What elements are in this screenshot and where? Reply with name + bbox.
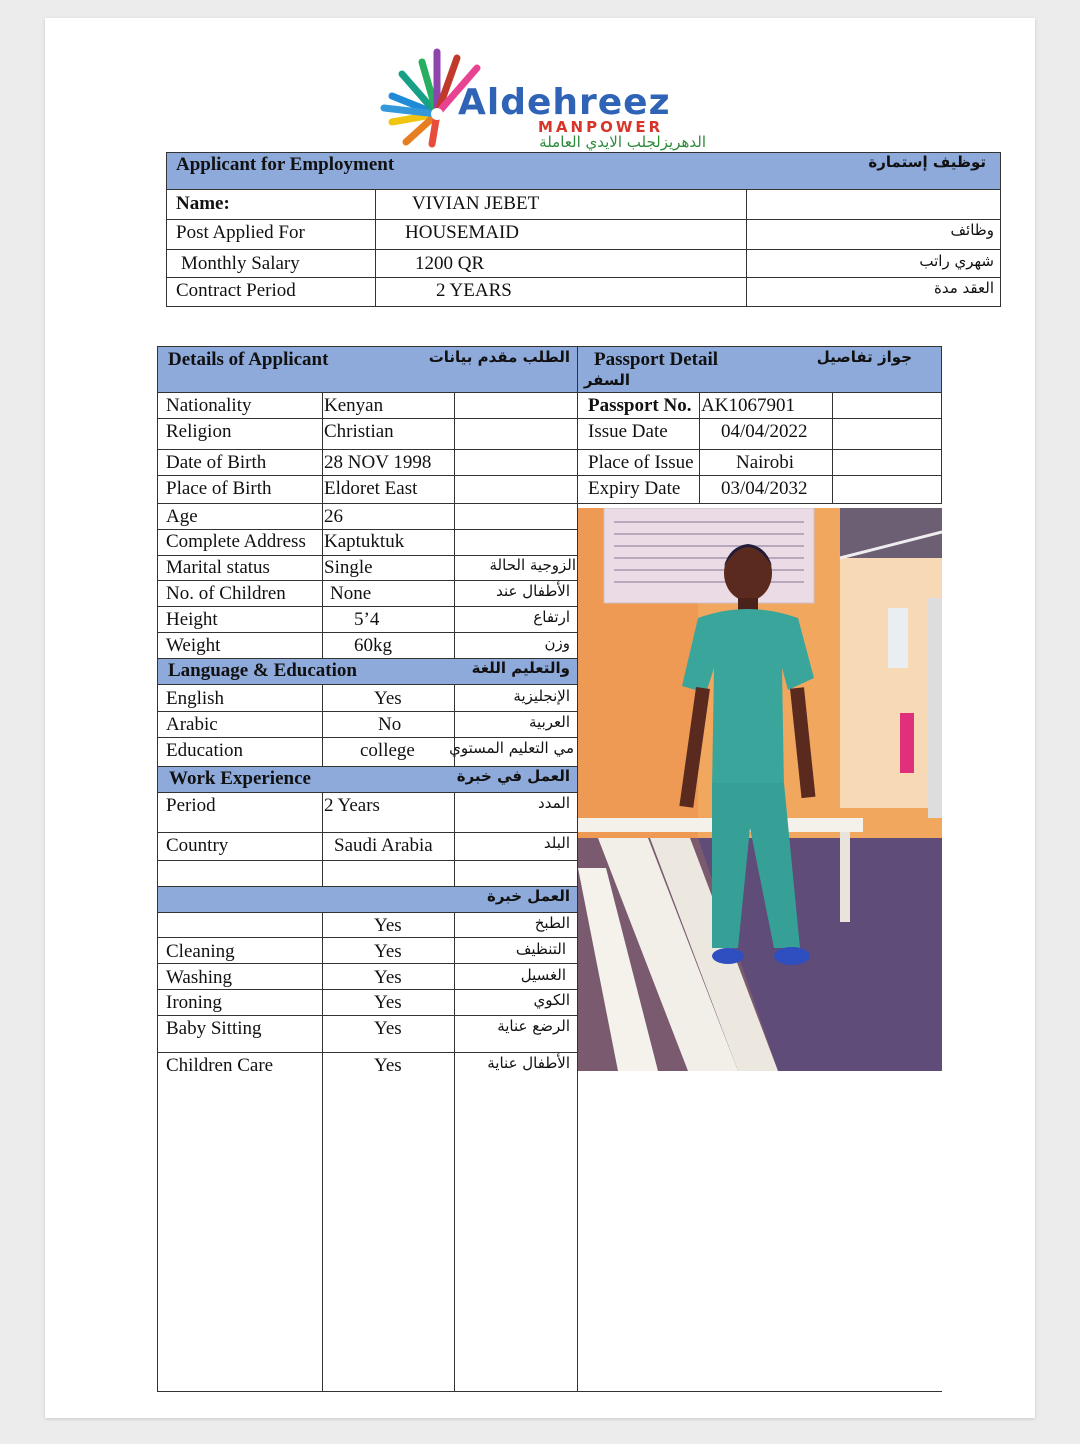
washing-value: Yes (374, 967, 402, 988)
cleaning-value: Yes (374, 941, 402, 962)
issue-date-value: 04/04/2022 (721, 421, 808, 442)
expiry-date-label: Expiry Date (588, 478, 681, 499)
religion-label: Religion (166, 421, 232, 442)
babysitting-label: Baby Sitting (166, 1018, 262, 1039)
arabic-value: No (378, 714, 402, 735)
contract-label: Contract Period (176, 280, 296, 301)
dob-label: Date of Birth (166, 452, 267, 473)
ironing-value: Yes (374, 992, 402, 1013)
logo-brand-name: Aldehreez (458, 82, 671, 123)
logo-arabic-tagline: الدهريزلجلب الايدي العاملة (539, 133, 706, 151)
age-label: Age (166, 506, 198, 527)
issue-place-value: Nairobi (736, 452, 795, 473)
washing-label: Washing (166, 967, 233, 988)
children-value: None (330, 583, 372, 604)
issue-date-label: Issue Date (588, 421, 668, 442)
dob-value: 28 NOV 1998 (324, 452, 432, 473)
ironing-label-ar: الكوي (533, 991, 570, 1009)
logo-tagline: MANPOWER (538, 118, 664, 136)
passport-title: Passport Detail (594, 349, 719, 370)
work-title: Work Experience (169, 768, 311, 789)
height-label-ar: ارتفاع (533, 608, 570, 626)
employment-title-ar: توظيف إستمارة (868, 153, 986, 171)
details-title: Details of Applicant (168, 349, 329, 370)
name-value: VIVIAN JEBET (412, 193, 540, 214)
english-label-ar: الإنجليزية (513, 687, 570, 705)
address-value: Kaptuktuk (324, 531, 405, 552)
english-label: English (166, 688, 225, 709)
english-value: Yes (374, 688, 402, 709)
issue-place-label: Place of Issue (588, 452, 694, 473)
childcare-label: Children Care (166, 1055, 274, 1076)
childcare-label-ar: الأطفال عناية (487, 1054, 570, 1072)
country-label: Country (166, 835, 229, 856)
post-label-ar: وظائف (950, 221, 994, 239)
salary-label-ar: شهري راتب (919, 252, 994, 270)
weight-label: Weight (166, 635, 221, 656)
passport-title-ar: جواز تفاصيل (816, 348, 912, 366)
pob-label: Place of Birth (166, 478, 272, 499)
education-value: college (360, 740, 415, 761)
babysitting-value: Yes (374, 1018, 402, 1039)
company-logo (372, 44, 712, 152)
height-value: 5’4 (354, 609, 380, 630)
ironing-label: Ironing (166, 992, 222, 1013)
passport-no-label: Passport No. (588, 395, 692, 416)
weight-label-ar: وزن (544, 634, 570, 652)
cleaning-label: Cleaning (166, 941, 235, 962)
arabic-label: Arabic (166, 714, 218, 735)
language-title: Language & Education (168, 660, 357, 681)
marital-label-ar: الزوجية الحالة (489, 556, 576, 574)
cooking-label-ar: الطبخ (534, 914, 570, 932)
passport-title-ar-2: السفر (583, 371, 630, 389)
passport-no-value: AK1067901 (701, 395, 795, 416)
arabic-label-ar: العربية (529, 713, 570, 731)
children-label-ar: الأطفال عند (496, 582, 570, 600)
religion-value: Christian (324, 421, 394, 442)
post-label: Post Applied For (176, 222, 305, 243)
education-label-ar: مي التعليم المستوي (449, 739, 574, 757)
contract-label-ar: العقد مدة (934, 279, 994, 297)
washing-label-ar: الغسيل (520, 966, 566, 984)
skills-title-ar: العمل خبرة (486, 887, 570, 905)
expiry-date-value: 03/04/2032 (721, 478, 808, 499)
age-value: 26 (324, 506, 343, 527)
pob-value: Eldoret East (324, 478, 418, 499)
marital-value: Single (324, 557, 373, 578)
applicant-photo (578, 508, 942, 1071)
period-label-ar: المدد (538, 794, 570, 812)
nationality-value: Kenyan (324, 395, 384, 416)
cleaning-label-ar: التنظيف (515, 940, 566, 958)
nationality-label: Nationality (166, 395, 252, 416)
cooking-value: Yes (374, 915, 402, 936)
childcare-value: Yes (374, 1055, 402, 1076)
salary-label: Monthly Salary (181, 253, 300, 274)
babysitting-label-ar: الرضع عناية (497, 1017, 570, 1035)
work-title-ar: العمل في خبرة (456, 767, 570, 785)
education-label: Education (166, 740, 244, 761)
contract-value: 2 YEARS (436, 280, 512, 301)
period-label: Period (166, 795, 216, 816)
country-label-ar: البلد (543, 834, 570, 852)
height-label: Height (166, 609, 218, 630)
address-label: Complete Address (166, 531, 306, 552)
details-title-ar: الطلب مقدم بيانات (428, 348, 570, 366)
post-value: HOUSEMAID (405, 222, 519, 243)
language-title-ar: والتعليم اللغة (471, 659, 570, 677)
weight-value: 60kg (354, 635, 392, 656)
period-value: 2 Years (324, 795, 380, 816)
salary-value: 1200 QR (415, 253, 485, 274)
marital-label: Marital status (166, 557, 270, 578)
children-label: No. of Children (166, 583, 286, 604)
name-label: Name: (176, 193, 230, 214)
employment-title: Applicant for Employment (176, 154, 395, 175)
country-value: Saudi Arabia (334, 835, 433, 856)
